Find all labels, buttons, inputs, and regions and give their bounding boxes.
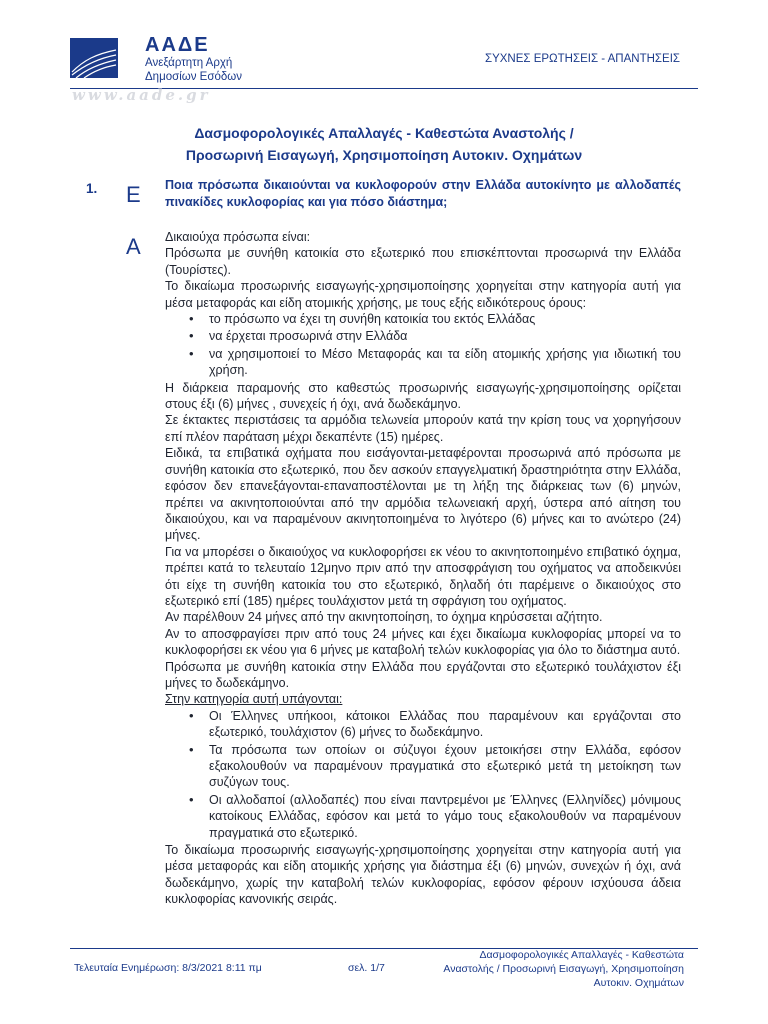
aade-logo-icon <box>70 38 118 78</box>
logo-subtitle-line: Ανεξάρτητη Αρχή <box>145 57 233 69</box>
footer-document-title <box>428 948 684 990</box>
answer-paragraph: Το δικαίωμα προσωρινής εισαγωγής-χρησιμοποίησης χορηγείται στην κατηγορία αυτή για μέσα μεταφοράς και είδη ατομικής χρήσης για διάστημα έξι (6) μηνών, συνεχών ή όχι, ανά δωδεκάμηνο, χωρίς την καταβολή τελών κυκλοφορίας, εφόσον φέρουν ισχύουσα άδεια κυκλοφορίας κανονικής σειράς. <box>165 843 681 907</box>
logo-subtitle <box>145 56 242 84</box>
answer-paragraph: Σε έκτακτες περιστάσεις τα αρμόδια τελωνεία μπορούν κατά την κρίση τους να χορηγήσουν επί πλέον παράταση μέχρι δεκαπέντε (15) ημέρες. <box>165 413 681 444</box>
footer-title-line: Αυτοκιν. Οχημάτων <box>593 977 684 989</box>
answer-body <box>165 229 681 908</box>
category-list <box>165 708 681 841</box>
list-item: • Οι αλλοδαποί (αλλοδαπές) που είναι παντρεμένοι με Έλληνες (Ελληνίδες) μόνιμους κατοίκους Ελλάδας, εφόσον και μετά το γάμο τους εξακολουθούν να παραμένουν πραγματικά στο εξωτερικό. <box>209 792 681 841</box>
answer-paragraph: Η διάρκεια παραμονής στο καθεστώς προσωρινής εισαγωγής-χρησιμοποίησης ορίζεται στους έξι (6) μήνες , συνεχείς ή όχι, ανά δωδεκάμηνο. <box>165 380 681 412</box>
answer-paragraph: Το δικαίωμα προσωρινής εισαγωγής-χρησιμοποίησης χορηγείται στην κατηγορία αυτή για μέσα μεταφοράς και είδη ατομικής χρήσης, με τους εξής ειδικότερους όρους: <box>165 279 681 310</box>
logo-subtitle-line: Δημοσίων Εσόδων <box>145 71 242 83</box>
section-title: ΣΥΧΝΕΣ ΕΡΩΤΗΣΕΙΣ - ΑΠΑΝΤΗΣΕΙΣ <box>484 53 680 65</box>
answer-paragraph: Ειδικά, τα επιβατικά οχήματα που εισάγονται-μεταφέρονται προσωρινά από πρόσωπα με συνήθη κατοικία στο εξωτερικό, που δεν ασκούν επαγγελματική δραστηριότητα στην Ελλάδα, εφόσον δεν επανεξάγονται-επαναποστέλονται με τη λήξη της διάρκειας των (6) μηνών, πρέπει να ακινητοποιούνται από την αρμόδια τελωνειακή αρχή, ύστερα από αίτηση του δικαιούχου, και να παραμένουν ακινητοποιημένα το λιγότερο (6) μήνες και το ανώτερο (24) μήνες. <box>165 446 681 543</box>
title-line: Δασμοφορολογικές Απαλλαγές - Καθεστώτα Αναστολής / <box>194 125 574 141</box>
answer-paragraph: Για να μπορέσει ο δικαιούχος να κυκλοφορήσει εκ νέου το ακινητοποιημένο επιβατικό όχημα, πρέπει κατά το τελευταίο 12μηνο πριν από την αποσφράγιση του οχήματος να αποδεικνύει ότι είχε τη συνήθη κατοικία του στο εξωτερικό, δηλαδή ότι παρέμεινε ο δικαιούχος στο εξωτερικό επί (185) ημέρες τουλάχιστον μετά τη σφράγιση του οχήματος. <box>165 544 681 608</box>
list-item: • Οι Έλληνες υπήκοοι, κάτοικοι Ελλάδας που παραμένουν και εργάζονται στο εξωτερικό, τουλάχιστον (6) μήνες το δωδεκάμηνο. <box>209 708 681 741</box>
document-title <box>110 122 658 166</box>
list-item: • να έρχεται προσωρινά στην Ελλάδα <box>209 328 681 344</box>
question-number: 1. <box>86 181 98 196</box>
answer-paragraph: Πρόσωπα με συνήθη κατοικία στο εξωτερικό που επισκέπτονται προσωρινά την Ελλάδα (Τουρίστες). <box>165 246 681 277</box>
logo-url: www.aade.gr <box>72 86 211 104</box>
last-updated: Τελευταία Ενημέρωση: 8/3/2021 8:11 πμ <box>74 962 262 974</box>
answer-paragraph: Πρόσωπα με συνήθη κατοικία στην Ελλάδα που εργάζονται στο εξωτερικό τουλάχιστον έξι μήνες το δωδεκάμηνο. <box>165 659 681 690</box>
list-item: • να χρησιμοποιεί το Μέσο Μεταφοράς και τα είδη ατομικής χρήσης για ιδιωτική του χρήση. <box>209 346 681 379</box>
page-header <box>0 0 768 110</box>
footer-title-line: Δασμοφορολογικές Απαλλαγές - Καθεστώτα <box>479 949 684 961</box>
answer-paragraph: Αν παρέλθουν 24 μήνες από την ακινητοποίηση, το όχημα κηρύσσεται αζήτητο. <box>165 610 603 625</box>
category-heading: Στην κατηγορία αυτή υπάγονται: <box>165 692 343 707</box>
logo-title: ΑΑΔΕ <box>145 34 210 56</box>
question-text: Ποια πρόσωπα δικαιούνται να κυκλοφορούν στην Ελλάδα αυτοκίνητο με αλλοδαπές πινακίδες κυκλοφορίας και για πόσο διάστημα; <box>165 178 681 209</box>
footer-title-line: Αναστολής / Προσωρινή Εισαγωγή, Χρησιμοποίηση <box>443 963 684 975</box>
title-line: Προσωρινή Εισαγωγή, Χρησιμοποίηση Αυτοκιν. Οχημάτων <box>185 147 583 163</box>
question-letter: Ε <box>126 182 141 207</box>
answer-paragraph: Αν το αποσφραγίσει πριν από τους 24 μήνες και έχει δικαίωμα κυκλοφορίας μπορεί να το κυκλοφορήσει εκ νέου για 6 μήνες με καταβολή τελών κυκλοφορίας για όλο το διάστημα αυτό. <box>165 626 681 658</box>
conditions-list <box>165 311 681 379</box>
list-item: • Τα πρόσωπα των οποίων οι σύζυγοι έχουν μετοικήσει στην Ελλάδα, εφόσον εξακολουθούν να παραμένουν πραγματικά στο εξωτερικό μετά τη μετοίκηση των συζύγων τους. <box>209 742 681 791</box>
answer-paragraph: Δικαιούχα πρόσωπα είναι: <box>165 230 311 244</box>
list-item: • το πρόσωπο να έχει τη συνήθη κατοικία του εκτός Ελλάδας <box>209 311 681 327</box>
answer-letter: Α <box>126 234 141 259</box>
page-number: σελ. 1/7 <box>348 962 385 974</box>
